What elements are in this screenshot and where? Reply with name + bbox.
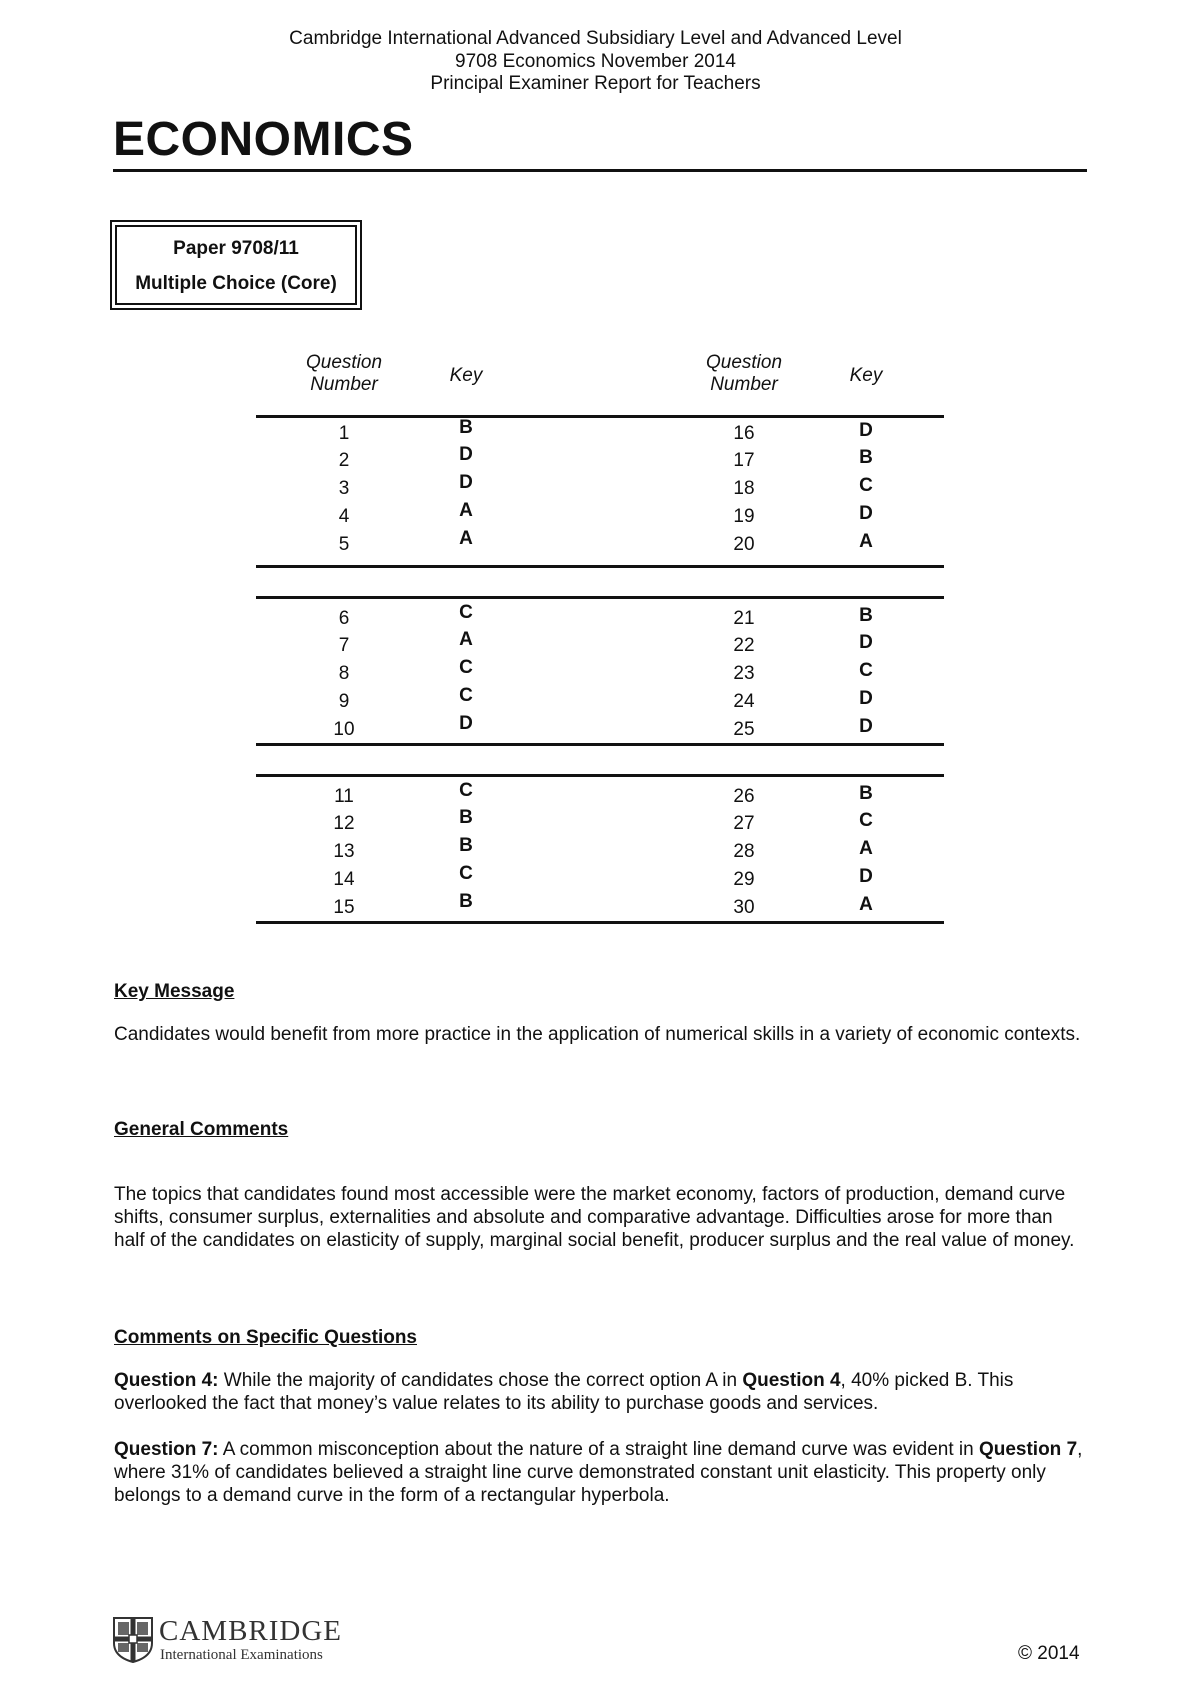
table-row (256, 529, 944, 559)
general-comments-text: The topics that candidates found most accessible were the market economy, factors of production, demand curve shifts, consumer surplus, externalities and absolute and comparative advantage. Difficulties arose for more than half of the candidates on elasticity of supply, marginal social benefit, producer surplus and the real value of money. (114, 1184, 1075, 1251)
page-title: ECONOMICS (113, 113, 414, 166)
question-number-cell: 15 (333, 897, 355, 918)
table-row (256, 473, 944, 503)
table-row (256, 892, 944, 922)
question-number-cell: 17 (733, 450, 755, 471)
key-message-section (114, 980, 1084, 1046)
question-4-comment: Question 4: While the majority of candidates chose the correct option A in Question 4, 40% picked B. This overlooked the fact that money’s value relates to its ability to purchase goods and services. (114, 1370, 1014, 1414)
header-line-1: Cambridge International Advanced Subsidiary Level and Advanced Level (289, 28, 902, 49)
question-number-cell: 2 (338, 450, 350, 471)
copyright: © 2014 (1018, 1643, 1080, 1664)
question-number-cell: 22 (733, 635, 755, 656)
key-header-left: Key (449, 365, 483, 386)
table-row (256, 686, 944, 716)
question-number-cell: 26 (733, 786, 755, 807)
question-number-cell: 14 (333, 869, 355, 890)
header-line-2: 9708 Economics November 2014 (455, 50, 736, 72)
table-row (256, 603, 944, 633)
paper-info-box (110, 220, 362, 310)
specific-comments-section (114, 1326, 1084, 1507)
answer-key-cell: C (459, 780, 473, 801)
logo-subtitle: International Examinations (160, 1647, 323, 1663)
table-row (256, 445, 944, 475)
table-row (256, 501, 944, 531)
answer-key-cell: D (459, 444, 473, 465)
title-rule (113, 169, 1087, 172)
answer-key-block (256, 596, 944, 746)
cambridge-shield-icon (113, 1617, 153, 1663)
answer-key-cell: C (859, 475, 873, 496)
question-number-cell: 24 (733, 691, 755, 712)
question-number-cell: 29 (733, 869, 755, 890)
answer-key-cell: D (859, 420, 873, 441)
answer-key-cell: B (459, 417, 473, 438)
question-number-cell: 25 (733, 719, 755, 740)
key-header-right: Key (849, 365, 883, 386)
answer-key-cell: B (859, 783, 873, 804)
answer-key-table (256, 352, 944, 924)
question-number-header-left: Question Number (305, 352, 383, 395)
specific-comments-heading: Comments on Specific Questions (114, 1327, 417, 1348)
answer-key-block (256, 774, 944, 924)
answer-key-cell: A (459, 528, 473, 549)
answer-key-cell: B (859, 447, 873, 468)
table-row (256, 864, 944, 894)
answer-key-cell: D (859, 503, 873, 524)
answer-key-cell: B (459, 835, 473, 856)
answer-key-cell: C (459, 657, 473, 678)
answer-key-cell: C (859, 660, 873, 681)
question-number-cell: 28 (733, 841, 755, 862)
question-7-comment: Question 7: A common misconception about the nature of a straight line demand curve was evident in Question 7, where 31% of candidates believed a straight line curve demonstrated constant unit elasticity. This property only belongs to a demand curve in the form of a rectangular hyperbola. (114, 1439, 1083, 1506)
table-row (256, 836, 944, 866)
cambridge-logo (113, 1617, 363, 1665)
question-number-cell: 12 (333, 813, 355, 834)
answer-key-cell: D (859, 688, 873, 709)
question-number-header-right: Question Number (705, 352, 783, 395)
question-number-cell: 3 (338, 478, 350, 499)
page-header (0, 28, 1191, 96)
question-number-cell: 20 (733, 534, 755, 555)
answer-key-block (256, 418, 944, 568)
answer-key-cell: D (459, 472, 473, 493)
answer-key-cell: B (859, 605, 873, 626)
question-number-cell: 5 (338, 534, 350, 555)
answer-key-cell: D (859, 716, 873, 737)
answer-key-cell: C (459, 685, 473, 706)
question-number-cell: 19 (733, 506, 755, 527)
question-number-cell: 11 (334, 786, 354, 807)
question-number-cell: 18 (733, 478, 755, 499)
question-number-cell: 16 (733, 423, 755, 444)
paper-name: Multiple Choice (Core) (135, 273, 337, 294)
table-row (256, 714, 944, 744)
answer-key-cell: B (459, 807, 473, 828)
header-line-3: Principal Examiner Report for Teachers (430, 73, 761, 94)
question-number-cell: 6 (338, 608, 350, 629)
answer-key-cell: A (459, 500, 473, 521)
table-row (256, 658, 944, 688)
answer-key-cell: A (859, 838, 873, 859)
answer-key-cell: D (859, 632, 873, 653)
question-number-cell: 13 (333, 841, 355, 862)
answer-key-cell: C (459, 602, 473, 623)
answer-key-cell: D (459, 713, 473, 734)
answer-key-cell: A (859, 531, 873, 552)
answer-key-cell: C (459, 863, 473, 884)
table-row (256, 781, 944, 811)
question-number-cell: 7 (338, 635, 350, 656)
question-number-cell: 23 (733, 663, 755, 684)
question-number-cell: 4 (338, 506, 350, 527)
general-comments-heading: General Comments (114, 1119, 289, 1140)
table-row (256, 630, 944, 660)
question-number-cell: 30 (733, 897, 755, 918)
answer-key-cell: A (459, 629, 473, 650)
question-number-cell: 21 (733, 608, 755, 629)
paper-code: Paper 9708/11 (173, 238, 299, 259)
question-number-cell: 27 (733, 813, 755, 834)
question-number-cell: 9 (338, 691, 350, 712)
key-message-text: Candidates would benefit from more practice in the application of numerical skills in a variety of economic contexts. (114, 1024, 1081, 1045)
answer-key-cell: D (859, 866, 873, 887)
question-number-cell: 1 (338, 423, 350, 444)
key-message-heading: Key Message (114, 981, 235, 1002)
question-number-cell: 8 (338, 663, 350, 684)
answer-key-cell: A (859, 894, 873, 915)
table-row (256, 808, 944, 838)
answer-key-header (256, 352, 944, 418)
answer-key-cell: B (459, 891, 473, 912)
question-number-cell: 10 (333, 719, 355, 740)
answer-key-cell: C (859, 810, 873, 831)
table-row (256, 418, 944, 448)
general-comments-section (114, 1118, 1084, 1252)
logo-name: CAMBRIDGE (159, 1615, 343, 1647)
